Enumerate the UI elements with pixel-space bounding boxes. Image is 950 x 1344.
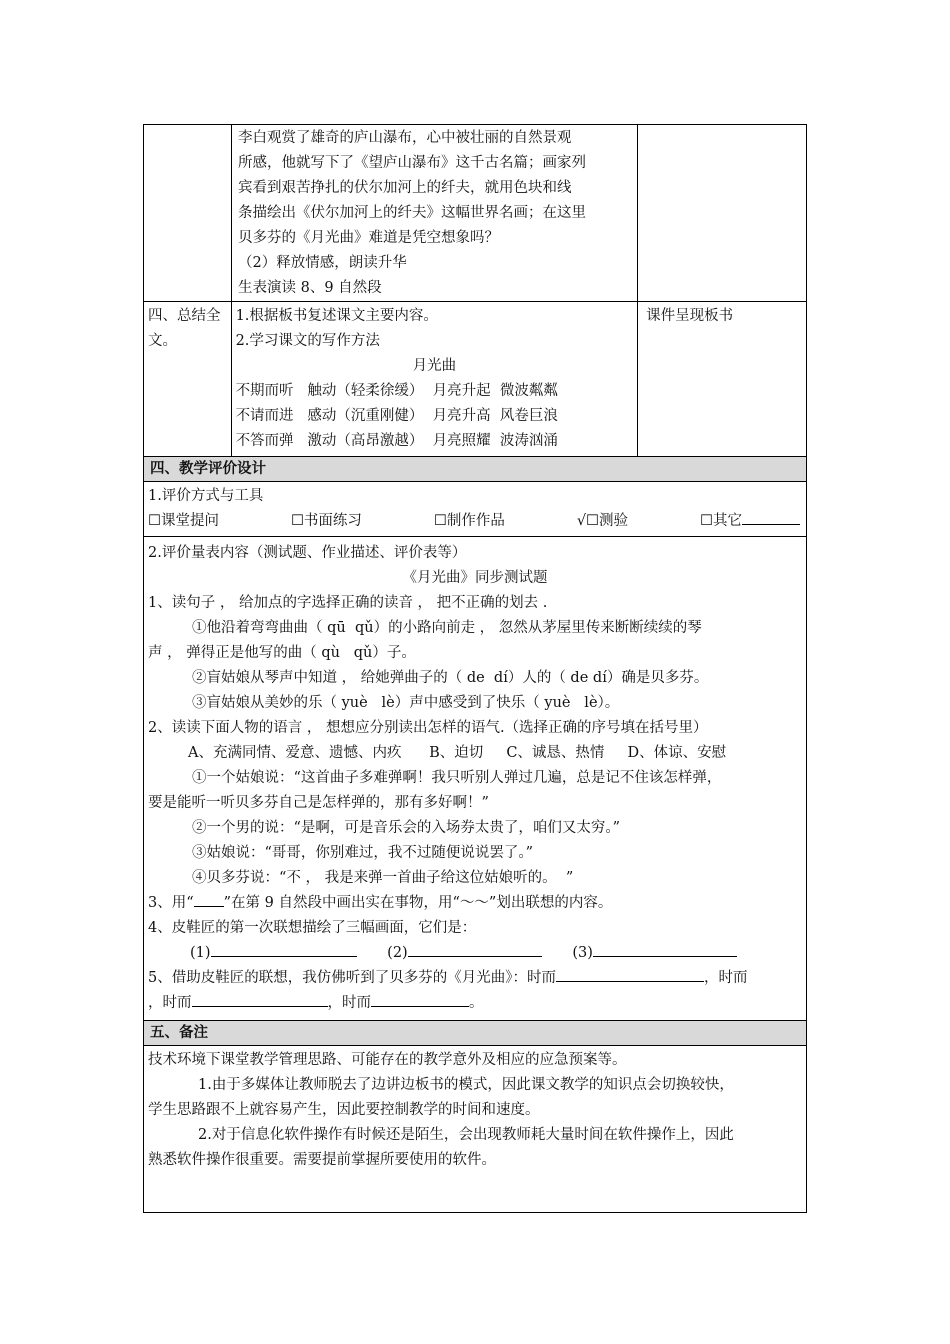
table-row-method	[144, 482, 807, 537]
checkbox-class-question[interactable]: ☐课堂提问	[148, 513, 219, 529]
q4-blank-2	[408, 942, 542, 957]
question-3-blank	[194, 892, 224, 907]
q5-blank-3	[371, 992, 469, 1007]
question-5-mid1: ，时而	[703, 970, 748, 986]
question-2-a-cont: 要是能听一听贝多芬自己是怎样弹的，那有多好啊！”	[148, 795, 489, 811]
notes-p2-cont: 熟悉软件操作很重要。需要提前掌握所要使用的软件。	[148, 1152, 496, 1168]
question-1: 1、读句子 ， 给加点的字选择正确的读音 ， 把不正确的划去 .	[148, 595, 548, 611]
question-3-pre: 3、用“	[148, 895, 194, 911]
media-cell-empty	[638, 125, 807, 302]
summary-line-1: 1.根据板书复述课文主要内容。	[235, 308, 438, 324]
question-5-cont	[148, 991, 802, 1016]
reading-line-3: 宾看到艰苦挣扎的伏尔加河上的纤夫，就用色块和线	[238, 180, 572, 196]
eval-content-cell	[144, 537, 807, 1021]
other-blank	[742, 510, 800, 525]
table-row-summary	[144, 302, 807, 457]
notes-cell	[144, 1046, 807, 1213]
question-5	[148, 966, 802, 991]
question-2-options: A、充满同情、爱意、遗憾、内疚 B、迫切 C、诚恳、热情 D、体谅、安慰	[188, 745, 727, 761]
notes-title: 五、备注	[144, 1021, 807, 1046]
reading-line-4: 条描绘出《伏尔加河上的纤夫》这幅世界名画；在这里	[238, 205, 586, 221]
question-2-b: ②一个男的说：“是啊，可是音乐会的入场券太贵了，咱们又太穷。”	[192, 820, 621, 836]
board-title: 月光曲	[412, 358, 457, 374]
question-5-pre: 5、借助皮鞋匠的联想，我仿佛听到了贝多芬的《月光曲》：时而	[148, 970, 556, 986]
method-label: 1.评价方式与工具	[148, 488, 264, 504]
q4-blank-1	[211, 942, 357, 957]
notes-p1-cont: 学生思路跟不上就容易产生，因此要控制教学的时间和速度。	[148, 1102, 540, 1118]
table-row-notes	[144, 1046, 807, 1213]
question-2-a: ①一个姑娘说：“这首曲子多难弹啊！我只听别人弹过几遍，总是记不住该怎样弹，	[192, 770, 722, 786]
eval-title: 四、教学评价设计	[144, 457, 807, 482]
method-checkboxes	[148, 509, 802, 534]
q4-label-3: (3)	[572, 945, 593, 961]
checkbox-make-work[interactable]: ☐制作作品	[433, 513, 505, 529]
notes-intro: 技术环境下课堂教学管理思路、可能存在的教学意外及相应的应急预案等。	[148, 1052, 627, 1068]
lesson-plan-page	[143, 124, 807, 1213]
table-row-test	[144, 537, 807, 1021]
q4-blank-3	[593, 942, 737, 957]
board-line-2: 不请而进 感动（沉重刚健） 月亮升高 风卷巨浪	[235, 408, 558, 424]
question-1-c: ③盲姑娘从美妙的乐（ yuè lè）声中感受到了快乐（ yuè lè）。	[192, 695, 620, 711]
reading-text-block	[238, 124, 628, 301]
question-4-blanks	[148, 941, 802, 966]
question-3-post: ”在第 9 自然段中画出实在事物，用“～～”划出联想的内容。	[223, 895, 613, 911]
notes-p2: 2.对于信息化软件操作有时候还是陌生，会出现教师耗大量时间在软件操作上，因此	[198, 1127, 734, 1143]
notes-p1: 1.由于多媒体让教师脱去了边讲边板书的模式，因此课文教学的知识点会切换较快，	[198, 1077, 734, 1093]
checkbox-test[interactable]: √☐测验	[576, 513, 629, 529]
reading-line-1: 李白观赏了雄奇的庐山瀑布，心中被壮丽的自然景观	[238, 130, 572, 146]
question-5-mid2: ，时而	[327, 995, 371, 1011]
q5-blank-1	[556, 967, 704, 982]
summary-activity	[231, 302, 638, 457]
summary-line-2: 2.学习课文的写作方法	[235, 333, 380, 349]
checkbox-other-label: ☐其它	[700, 513, 742, 529]
checkbox-written-exercise[interactable]: ☐书面练习	[290, 513, 362, 529]
reading-line-2: 所感，他就写下了《望庐山瀑布》这千古名篇；画家列	[238, 155, 586, 171]
reading-line-7: 生表演读 8、9 自然段	[238, 280, 382, 296]
checkbox-other[interactable]	[700, 509, 800, 534]
question-2: 2、读读下面人物的语言 ， 想想应分别读出怎样的语气.（选择正确的序号填在括号里）	[148, 720, 708, 736]
content-label: 2.评价量表内容（测试题、作业描述、评价表等）	[148, 545, 467, 561]
question-2-d: ④贝多芬说：“不 ， 我是来弹一首曲子给这位姑娘听的。 ”	[192, 870, 574, 886]
stage-summary: 四、总结全文。	[144, 302, 232, 457]
question-1-a: ①他沿着弯弯曲曲（ qū qǔ）的小路向前走 ， 忽然从茅屋里传来断断续续的琴	[192, 620, 702, 636]
reading-line-6: （2）释放情感，朗读升华	[238, 255, 407, 271]
reading-line-5: 贝多芬的《月光曲》难道是凭空想象吗？	[238, 230, 499, 246]
question-1-a-cont: 声 ， 弹得正是他写的曲（ qù qǔ）子。	[148, 645, 416, 661]
board-line-3: 不答而弹 激动（高昂激越） 月亮照耀 波涛汹涌	[235, 433, 558, 449]
question-5-line2-pre: ，时而	[148, 995, 192, 1011]
q4-label-2: (2)	[387, 945, 408, 961]
media-summary: 课件呈现板书	[638, 302, 807, 457]
question-4: 4、皮鞋匠的第一次联想描绘了三幅画面，它们是：	[148, 920, 477, 936]
q4-label-1: (1)	[190, 945, 211, 961]
question-2-c: ③姑娘说：“哥哥，你别难过，我不过随便说说罢了。”	[192, 845, 534, 861]
board-line-1: 不期而听 触动（轻柔徐缓） 月亮升起 微波粼粼	[235, 383, 558, 399]
question-5-end: 。	[469, 995, 484, 1011]
question-1-b: ②盲姑娘从琴声中知道 ， 给她弹曲子的（ de dí）人的（ de dí）确是贝多芬。	[192, 670, 709, 686]
test-title: 《月光曲》同步测试题	[402, 570, 548, 586]
section-header-eval	[144, 457, 807, 482]
q5-blank-2	[192, 992, 328, 1007]
eval-method-cell	[144, 482, 807, 537]
stage-cell-empty	[144, 125, 232, 302]
question-3	[148, 891, 802, 916]
section-header-notes	[144, 1021, 807, 1046]
